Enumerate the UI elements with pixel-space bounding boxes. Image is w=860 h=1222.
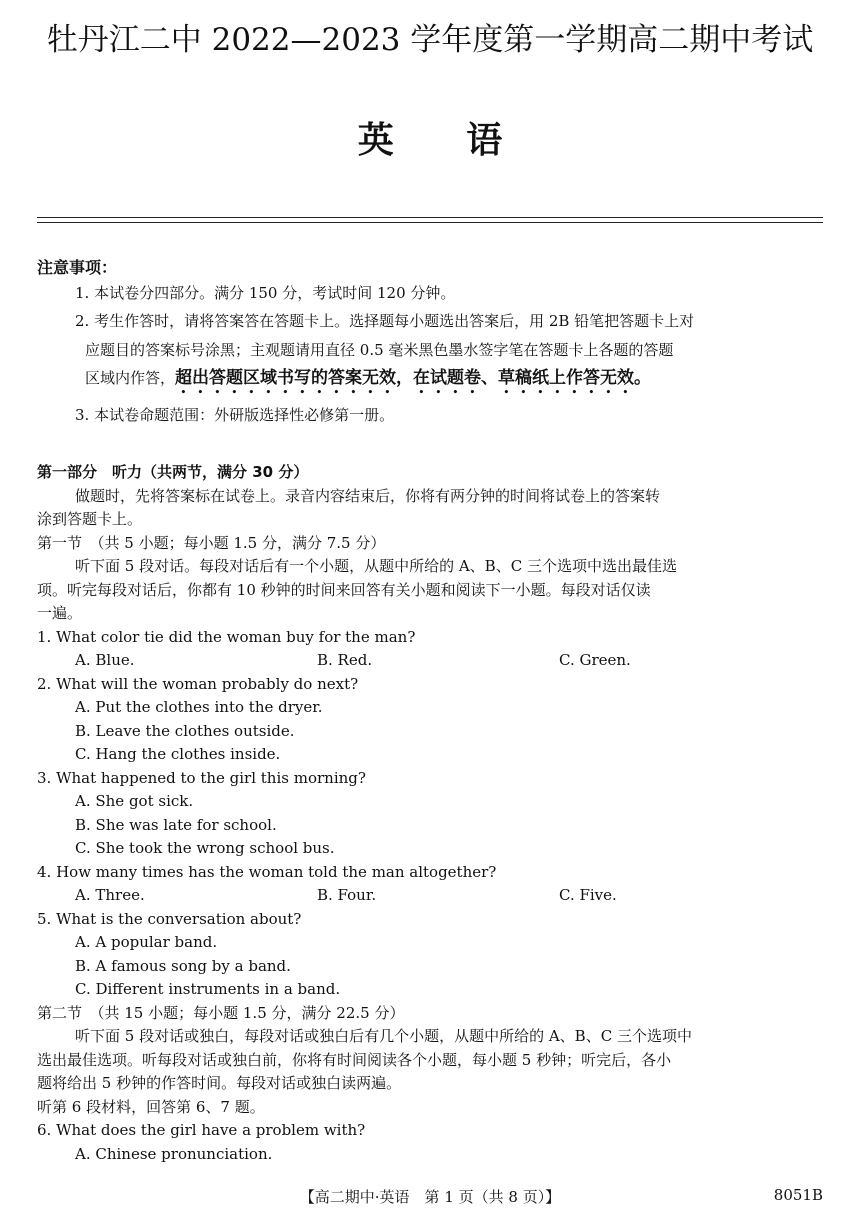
part1-intro-line-2: 涂到答题卡上。 [37,510,143,528]
part1-intro-line-1: 做题时，先将答案标在试卷上。录音内容结束后，你将有两分钟的时间将试卷上的答案转 [75,486,661,505]
part1-section [37,461,823,1166]
section2-intro-line-1: 听下面 5 段对话或独白，每段对话或独白后有几个小题，从题中所给的 A、B、C 三个选项中 [75,1027,692,1045]
header-rule-bottom [37,222,823,223]
notice-item-2-line-2: 应题目的答案标号涂黑；主观题请用直径 0.5 毫米黑色墨水签字笔在答题卡上各题的答题 [85,340,674,359]
question-3-option-c: C. She took the wrong school bus. [75,839,335,857]
question-3-option-a: A. She got sick. [75,792,194,810]
question-6-option-a: A. Chinese pronunciation. [75,1144,273,1163]
question-4-stem: 4. How many times has the woman told the man altogether? [37,862,497,881]
question-4-option-b: B. Four. [317,886,377,904]
section1-intro-line-3: 一遍。 [37,604,83,622]
notice-heading: 注意事项： [37,258,118,277]
section2-heading: 第二节 （共 15 小题；每小题 1.5 分，满分 22.5 分） [37,1003,405,1022]
material-6-heading: 听第 6 段材料，回答第 6、7 题。 [37,1097,265,1116]
question-1-option-b: B. Red. [317,651,373,669]
question-5-option-a: A. A popular band. [75,933,218,951]
notice-item-2-plain: 区域内作答， [85,369,176,387]
notice-section [37,256,823,428]
question-6-stem: 6. What does the girl have a problem with? [37,1121,366,1139]
section1-intro-line-2: 项。听完每段对话后，你都有 10 秒钟的时间来回答有关小题和阅读下一小题。每段对话仅读 [37,580,651,599]
question-4-options [37,884,823,908]
part1-heading: 第一部分 听力（共两节，满分 30 分） [37,463,309,481]
question-2-stem: 2. What will the woman probably do next? [37,674,359,693]
notice-item-2-line-3 [37,367,823,398]
footer-code: 8051B [773,1186,823,1204]
question-2-option-b: B. Leave the clothes outside. [75,721,295,740]
footer-page-label: 【高二期中·英语 第 1 页（共 8 页）】 [299,1188,561,1206]
section2-intro-line-2: 选出最佳选项。听每段对话或独白前，你将有时间阅读各个小题，每小题 5 秒钟；听完后，各小 [37,1050,672,1069]
question-2-option-c: C. Hang the clothes inside. [75,745,281,763]
question-5-option-c: C. Different instruments in a band. [75,980,341,998]
question-2-option-a: A. Put the clothes into the dryer. [75,698,323,716]
subject-title: 英 语 [357,120,503,161]
exam-title: 牡丹江二中 2022—2023 学年度第一学期高二期中考试 [46,22,814,58]
question-3-stem: 3. What happened to the girl this morning? [37,768,366,787]
question-5-option-b: B. A famous song by a band. [75,956,291,975]
question-1-stem: 1. What color tie did the woman buy for the man? [37,627,416,646]
question-1-option-c: C. Green. [559,651,631,669]
question-1-option-a: A. Blue. [75,651,135,669]
notice-item-1: 1. 本试卷分四部分。满分 150 分，考试时间 120 分钟。 [75,283,456,302]
question-3-option-b: B. She was late for school. [75,815,277,834]
question-1-options [37,649,823,673]
question-4-option-c: C. Five. [559,886,617,904]
notice-item-2-emphasis: 超出答题区域书写的答案无效，在试题卷、草稿纸上作答无效。 [175,368,652,388]
notice-item-2-line-1: 2. 考生作答时，请将答案答在答题卡上。选择题每小题选出答案后，用 2B 铅笔把答题卡上对 [75,312,695,330]
section2-intro-line-3: 题将给出 5 秒钟的作答时间。每段对话或独白读两遍。 [37,1074,402,1092]
section1-intro-line-1: 听下面 5 段对话。每段对话后有一个小题，从题中所给的 A、B、C 三个选项中选出最佳选 [75,557,677,575]
question-4-option-a: A. Three. [75,886,145,904]
notice-item-3: 3. 本试卷命题范围：外研版选择性必修第一册。 [75,406,395,424]
header-rule-top [37,217,823,218]
section1-heading: 第一节 （共 5 小题；每小题 1.5 分，满分 7.5 分） [37,533,386,552]
question-5-stem: 5. What is the conversation about? [37,909,302,928]
